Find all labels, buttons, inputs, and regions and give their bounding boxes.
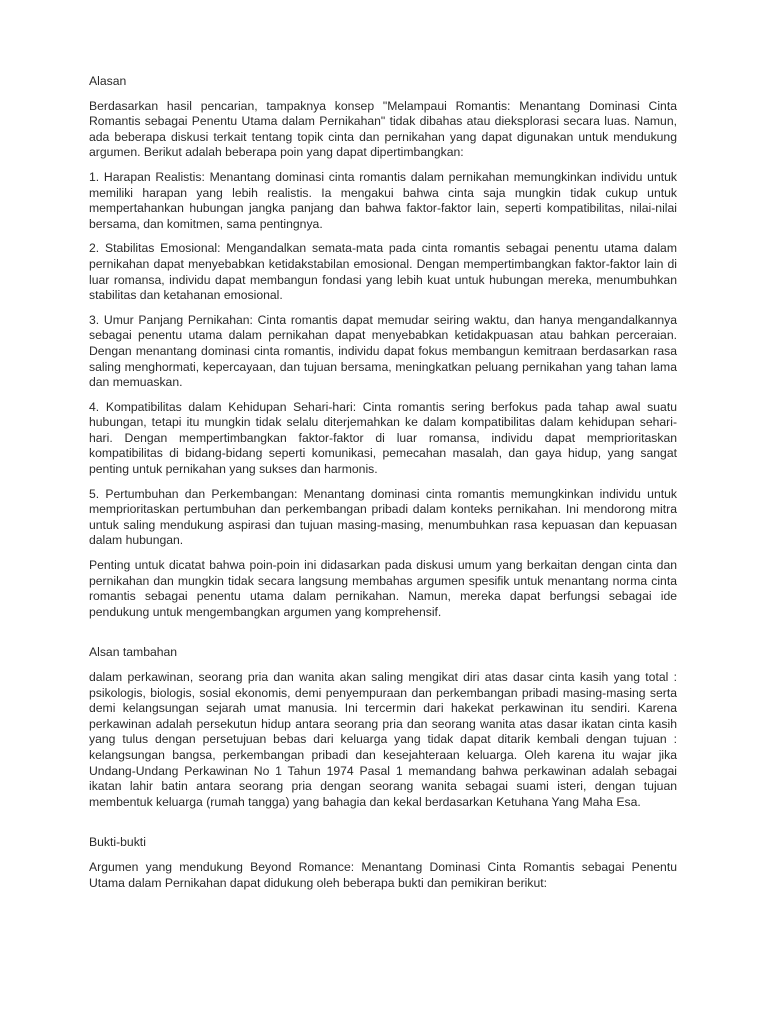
paragraph-point-3: 3. Umur Panjang Pernikahan: Cinta romantis dapat memudar seiring waktu, dan hanya mengandalkannya sebagai penentu utama dalam pernikahan dapat menyebabkan ketidakpuasan atau bahkan perceraian. Dengan menantang dominasi cinta romantis, individu dapat fokus membangun kemitraan berdasarkan rasa saling menghormati, kepercayaan, dan tujuan bersama, meningkatkan peluang pernikahan yang tahan lama dan memuaskan.	[89, 312, 677, 390]
paragraph-point-5: 5. Pertumbuhan dan Perkembangan: Menantang dominasi cinta romantis memungkinkan individu untuk memprioritaskan pertumbuhan dan perkembangan pribadi dalam konteks pernikahan. Ini mendorong mitra untuk saling mendukung aspirasi dan tujuan masing-masing, menumbuhkan rasa kepuasan dan kepuasan dalam hubungan.	[89, 486, 677, 548]
paragraph-bukti-intro: Argumen yang mendukung Beyond Romance: Menantang Dominasi Cinta Romantis sebagai Penentu Utama dalam Pernikahan dapat didukung oleh beberapa bukti dan pemikiran berikut:	[89, 859, 677, 890]
paragraph-point-2: 2. Stabilitas Emosional: Mengandalkan semata-mata pada cinta romantis sebagai penentu utama dalam pernikahan dapat menyebabkan ketidakstabilan emosional. Dengan mempertimbangkan faktor-faktor lain di luar romansa, individu dapat membangun fondasi yang lebih kuat untuk hubungan mereka, menumbuhkan stabilitas dan ketahanan emosional.	[89, 241, 677, 303]
paragraph-point-1: 1. Harapan Realistis: Menantang dominasi cinta romantis dalam pernikahan memungkinkan individu untuk memiliki harapan yang lebih realistis. Ia mengakui bahwa cinta saja mungkin tidak cukup untuk mempertahankan hubungan jangka panjang dan bahwa faktor-faktor lain, seperti kompatibilitas, nilai-nilai bersama, dan komitmen, sama pentingnya.	[89, 169, 677, 231]
section-heading: Bukti-bukti	[89, 835, 146, 850]
section-heading: Alsan tambahan	[89, 645, 178, 660]
section-bukti-bukti	[89, 835, 677, 891]
paragraph-note: Penting untuk dicatat bahwa poin-poin ini didasarkan pada diskusi umum yang berkaitan dengan cinta dan pernikahan dan mungkin tidak secara langsung membahas argumen spesifik untuk menantang norma cinta romantis sebagai penentu utama dalam pernikahan. Namun, mereka dapat berfungsi sebagai ide pendukung untuk mengembangkan argumen yang komprehensif.	[89, 558, 677, 619]
paragraph-intro: Berdasarkan hasil pencarian, tampaknya konsep "Melampaui Romantis: Menantang Dominasi Cinta Romantis sebagai Penentu Utama dalam Pernikahan" tidak dibahas atau dieksplorasi secara luas. Namun, ada beberapa diskusi terkait tentang topik cinta dan pernikahan yang dapat digunakan untuk mendukung argumen. Berikut adalah beberapa poin yang dapat dipertimbangkan:	[89, 98, 677, 160]
document-page	[89, 74, 677, 900]
section-spacer	[89, 819, 677, 835]
paragraph-perkawinan: dalam perkawinan, seorang pria dan wanita akan saling mengikat diri atas dasar cinta kasih yang total : psikologis, biologis, sosial ekonomis, demi penyempuraan dan perkembangan pribadi masing-masing serta demi kelangsungan sejarah umat manusia. Ini tercermin dari hakekat perkawinan itu sendiri. Karena perkawinan adalah persekutun hidup antara seorang pria dan seorang wanita atas dasar ikatan cinta kasih yang tulus dengan persetujuan bebas dari keluarga yang tidak dapat ditarik kembali dengan tujuan : kelangsungan bangsa, perkembangan pribadi dan kesejahteraan keluarga. Oleh karena itu wajar jika Undang-Undang Perkawinan No 1 Tahun 1974 Pasal 1 memandang bahwa perkawinan adalah sebagai ikatan lahir batin antara seorang pria dengan seorang wanita sebagai suami isteri, dengan tujuan membentuk keluarga (rumah tangga) yang bahagia dan kekal berdasarkan Ketuhana Yang Maha Esa.	[89, 670, 677, 809]
paragraph-point-4: 4. Kompatibilitas dalam Kehidupan Sehari-hari: Cinta romantis sering berfokus pada tahap awal suatu hubungan, tetapi itu mungkin tidak selalu diterjemahkan ke dalam kompatibilitas dalam kehidupan sehari-hari. Dengan mempertimbangkan faktor-faktor di luar romansa, individu dapat memprioritaskan kompatibilitas di bidang-bidang seperti komunikasi, pemecahan masalah, dan gaya hidup, yang sangat penting untuk pernikahan yang sukses dan harmonis.	[89, 399, 677, 477]
section-alasan	[89, 74, 677, 620]
section-spacer	[89, 629, 677, 645]
section-alasan-tambahan	[89, 645, 677, 810]
section-heading: Alasan	[89, 74, 127, 88]
